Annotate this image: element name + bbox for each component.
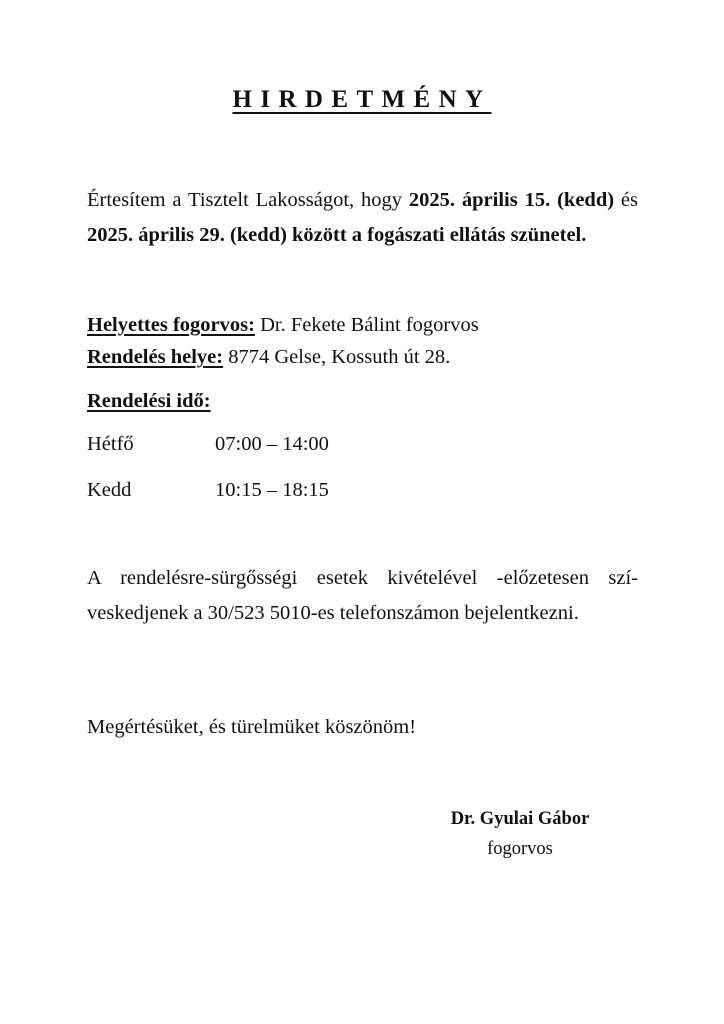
signature-role: fogorvos [487,839,553,859]
substitute-value: Dr. Fekete Bálint fogorvos [254,314,479,336]
substitute-label: Helyettes fogorvos: [87,314,255,336]
hours-row [87,427,329,462]
document-title: HIRDETMÉNY [232,86,492,113]
signature-name: Dr. Gyulai Gábor [450,809,590,829]
substitute-line [87,309,638,341]
intro-paragraph [87,183,638,253]
location-line [87,341,638,373]
intro-text-2: és [614,189,638,211]
info-section [87,309,638,373]
intro-date-end: 2025. április 29. (kedd) között a fogászati ellátás szünetel. [87,224,587,246]
hours-time: 10:15 – 18:15 [215,479,329,501]
hours-day: Kedd [87,479,132,501]
hours-day: Hétfő [87,433,134,455]
hours-row [87,473,329,508]
appointment-notice: A rendelésre-sürgősségi esetek kivételével -előzetesen szíveskedjenek a 30/523 5010-es telefonszámon bejelentkezni. [87,567,638,624]
thanks-line: Megértésüket, és türelmüket köszönöm! [87,716,417,738]
intro-date-start: 2025. április 15. (kedd) [408,189,615,211]
intro-text-1: Értesítem a Tisztelt Lakosságot, hogy [87,189,409,211]
location-value: 8774 Gelse, Kossuth út 28. [223,346,451,368]
hours-title: Rendelési idő: [87,390,211,412]
location-label: Rendelés helye: [87,346,224,368]
hours-time: 07:00 – 14:00 [215,433,329,455]
hours-section-title [87,384,211,419]
